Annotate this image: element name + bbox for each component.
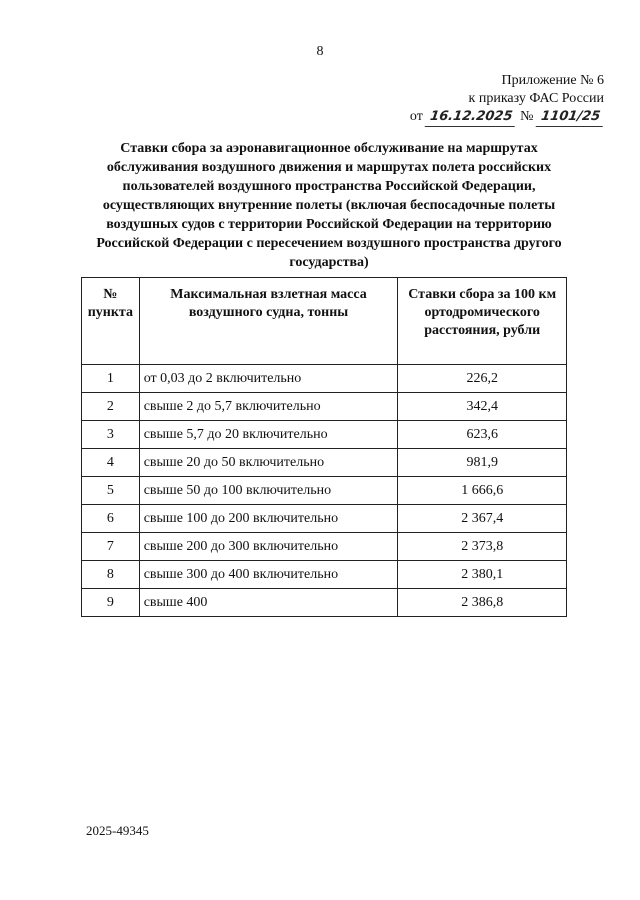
row-rate: 2 386,8 (398, 589, 567, 617)
annex-date-line (410, 108, 604, 127)
table-row (82, 393, 567, 421)
annex-order-ref: к приказу ФАС России (468, 91, 604, 106)
row-rate: 2 367,4 (398, 505, 567, 533)
table-row (82, 505, 567, 533)
table-body (82, 365, 567, 617)
row-rate: 623,6 (398, 421, 567, 449)
row-rate: 2 380,1 (398, 561, 567, 589)
table-row (82, 365, 567, 393)
table-row (82, 533, 567, 561)
row-rate: 342,4 (398, 393, 567, 421)
handwritten-order-number: 1101/25 (536, 108, 606, 127)
table-row (82, 589, 567, 617)
annex-from-label: от (409, 109, 423, 124)
row-mass: свыше 2 до 5,7 включительно (139, 393, 398, 421)
table-header-row (82, 278, 567, 365)
annex-number-label: № (520, 109, 534, 124)
row-rate: 226,2 (398, 365, 567, 393)
document-code: 2025-49345 (86, 823, 149, 838)
row-number: 7 (82, 533, 140, 561)
row-number: 1 (82, 365, 140, 393)
row-rate: 1 666,6 (398, 477, 567, 505)
fee-rates-table (81, 277, 567, 617)
row-number: 8 (82, 561, 140, 589)
row-number: 3 (82, 421, 140, 449)
table-row (82, 449, 567, 477)
row-mass: свыше 200 до 300 включительно (139, 533, 398, 561)
row-mass: свыше 400 (139, 589, 398, 617)
table-row (82, 477, 567, 505)
header-takeoff-mass: Максимальная взлетная масса воздушного судна, тонны (139, 278, 398, 365)
annex-block (410, 72, 604, 127)
row-mass: свыше 20 до 50 включительно (139, 449, 398, 477)
row-number: 4 (82, 449, 140, 477)
annex-title: Приложение № 6 (501, 73, 604, 88)
row-mass: свыше 300 до 400 включительно (139, 561, 398, 589)
handwritten-date: 16.12.2025 (425, 108, 518, 127)
row-number: 5 (82, 477, 140, 505)
header-fee-rate: Ставки сбора за 100 км ортодромического расстояния, рубли (398, 278, 567, 365)
row-rate: 981,9 (398, 449, 567, 477)
row-number: 9 (82, 589, 140, 617)
row-mass: от 0,03 до 2 включительно (139, 365, 398, 393)
row-mass: свыше 50 до 100 включительно (139, 477, 398, 505)
row-number: 6 (82, 505, 140, 533)
row-number: 2 (82, 393, 140, 421)
table-row (82, 561, 567, 589)
header-item-number: № пункта (82, 278, 140, 365)
table-row (82, 421, 567, 449)
row-mass: свыше 5,7 до 20 включительно (139, 421, 398, 449)
row-rate: 2 373,8 (398, 533, 567, 561)
document-title: Ставки сбора за аэронавигационное обслуживание на маршрутах обслуживания воздушного движения и маршрутах полета российских пользователей воздушного пространства Российской Федерации, осуществляющих внутренние полеты (включая беспосадочные полеты воздушных судов с территории Российской Федерации на территорию Российской Федерации с пересечением воздушного пространства другого государства) (96, 141, 562, 270)
row-mass: свыше 100 до 200 включительно (139, 505, 398, 533)
page-number: 8 (316, 44, 324, 59)
